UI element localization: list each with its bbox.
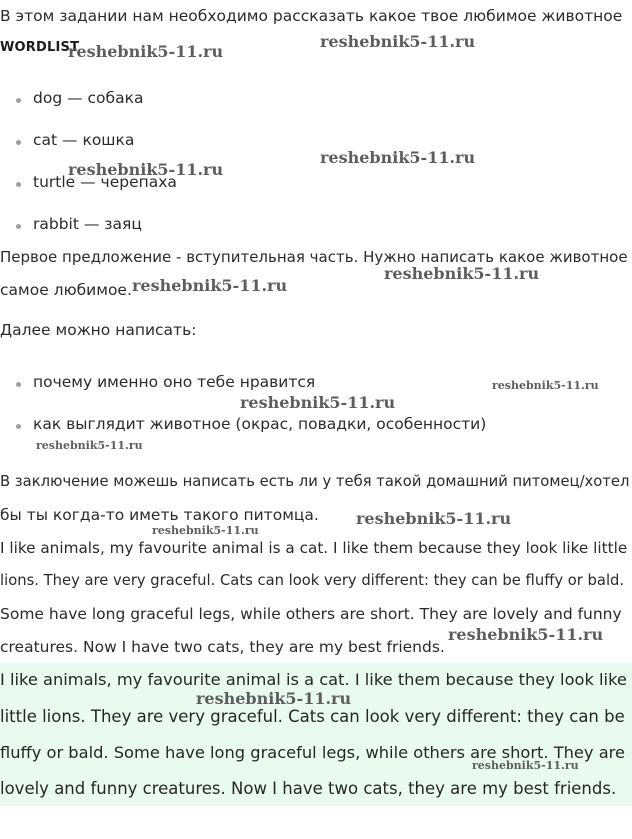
watermark: reshebnik5-11.ru <box>240 393 396 412</box>
list-item: почему именно оно тебе нравится <box>33 373 316 391</box>
highlighted-essay-line: fluffy or bald. Some have long graceful legs, while others are short. They are <box>0 743 625 762</box>
bullet-icon <box>16 98 21 103</box>
watermark: reshebnik5-11.ru <box>132 276 288 295</box>
bullet-icon <box>16 224 21 229</box>
watermark: reshebnik5-11.ru <box>472 759 579 772</box>
watermark: reshebnik5-11.ru <box>356 509 512 528</box>
watermark: reshebnik5-11.ru <box>492 379 599 392</box>
watermark: reshebnik5-11.ru <box>68 42 224 61</box>
watermark: reshebnik5-11.ru <box>448 625 604 644</box>
list-item: как выглядит животное (окрас, повадки, особенности) <box>33 415 487 433</box>
paragraph-conclusion-line2: бы ты когда-то иметь такого питомца. <box>0 506 319 524</box>
essay-line: I like animals, my favourite animal is a cat. I like them because they look like little <box>0 539 628 557</box>
bullet-icon <box>16 140 21 145</box>
watermark: reshebnik5-11.ru <box>320 32 476 51</box>
paragraph-first-sentence-line1: Первое предложение - вступительная часть. Нужно написать какое животное <box>0 248 628 266</box>
paragraph-next: Далее можно написать: <box>0 321 197 339</box>
essay-line: Some have long graceful legs, while others are short. They are lovely and funny <box>0 605 622 623</box>
highlighted-essay-line: I like animals, my favourite animal is a cat. I like them because they look like <box>0 670 627 689</box>
highlighted-essay-line: lovely and funny creatures. Now I have two cats, they are my best friends. <box>0 779 617 798</box>
bullet-icon <box>16 424 21 429</box>
list-item: turtle — черепаха <box>33 173 177 191</box>
watermark: reshebnik5-11.ru <box>320 148 476 167</box>
watermark: reshebnik5-11.ru <box>384 264 540 283</box>
wordlist-heading: WORDLIST <box>0 40 80 55</box>
watermark: reshebnik5-11.ru <box>68 160 224 179</box>
list-item: rabbit — заяц <box>33 215 142 233</box>
intro-text: В этом задании нам необходимо рассказать какое твое любимое животное <box>0 7 623 25</box>
essay-line: lions. They are very graceful. Cats can look very different: they can be fluffy or bald. <box>0 572 625 589</box>
list-item: dog — собака <box>33 89 144 107</box>
paragraph-conclusion-line1: В заключение можешь написать есть ли у тебя такой домашний питомец/хотел <box>0 473 630 490</box>
essay-line: creatures. Now I have two cats, they are my best friends. <box>0 638 445 656</box>
highlighted-essay-line: little lions. They are very graceful. Cats can look very different: they can be <box>0 707 625 726</box>
watermark: reshebnik5-11.ru <box>36 439 143 452</box>
watermark: reshebnik5-11.ru <box>196 689 352 708</box>
list-item: cat — кошка <box>33 131 135 149</box>
paragraph-first-sentence-line2: самое любимое. <box>0 281 132 299</box>
bullet-icon <box>16 382 21 387</box>
bullet-icon <box>16 182 21 187</box>
watermark: reshebnik5-11.ru <box>152 524 259 537</box>
